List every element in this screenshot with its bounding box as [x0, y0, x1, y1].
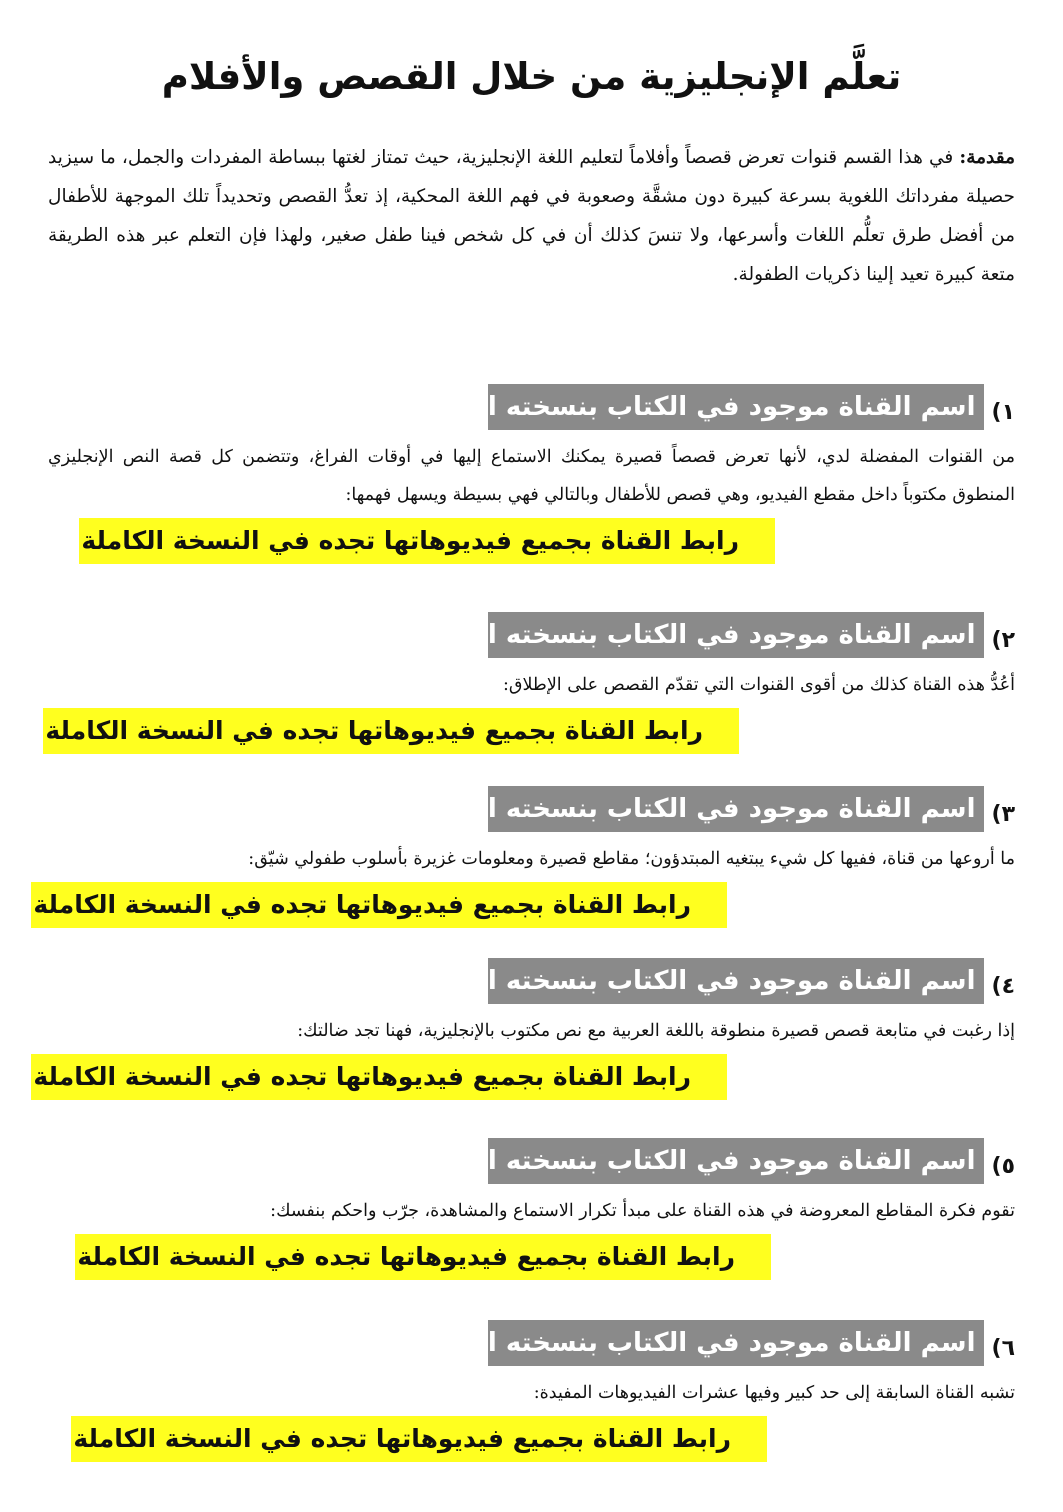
channel-section-2 [45, 610, 1015, 754]
channel-description: تشبه القناة السابقة إلى حد كبير وفيها عشرات الفيديوهات المفيدة: [533, 1383, 1015, 1403]
intro-text: في هذا القسم قنوات تعرض قصصاً وأفلاماً لتعليم اللغة الإنجليزية، حيث تمتاز لغتها ببساطة المفردات والجمل، ما سيزيد حصيلة مفرداتك اللغوية بسرعة كبيرة دون مشقَّة وصعوبة في فهم اللغة المحكية، إذ تعدُّ القصص وتحديداً تلك الموجهة للأطفال من أفضل طرق تعلُّم اللغات وأسرعها، ولا تنسَ كذلك أن في كل شخص فينا طفل صغير، ولهذا فإن التعلم عبر هذه الطريقة متعة كبيرة تعيد إلينا ذكريات الطفولة. [48, 147, 1015, 285]
channel-heading [48, 956, 1015, 1006]
channel-heading [48, 610, 1015, 660]
channel-name: اسم القناة موجود في الكتاب بنسخته الكاملة [488, 786, 984, 832]
channel-link[interactable]: رابط القناة بجميع فيديوهاتها تجده في النسخة الكاملة [31, 1054, 727, 1100]
intro-paragraph [48, 138, 1015, 294]
channel-link[interactable]: رابط القناة بجميع فيديوهاتها تجده في النسخة الكاملة [79, 518, 775, 564]
channel-link[interactable]: رابط القناة بجميع فيديوهاتها تجده في النسخة الكاملة [71, 1416, 767, 1462]
channel-name: اسم القناة موجود في الكتاب بنسخته الكاملة [488, 958, 984, 1004]
channel-heading [48, 1136, 1015, 1186]
channel-name: اسم القناة موجود في الكتاب بنسخته الكاملة [488, 612, 984, 658]
channel-name: اسم القناة موجود في الكتاب بنسخته الكاملة [488, 384, 984, 430]
channel-name: اسم القناة موجود في الكتاب بنسخته الكاملة [488, 1320, 984, 1366]
channel-number: ٦) [991, 1335, 1015, 1361]
channel-description: من القنوات المفضلة لدي، لأنها تعرض قصصاً قصيرة يمكنك الاستماع إليها في أوقات الفراغ، وتتضمن كل قصة النص الإنجليزي المنطوق مكتوباً داخل مقطع الفيديو، وهي قصص للأطفال وبالتالي فهي بسيطة ويسهل فهمها: [48, 447, 1015, 505]
channel-heading [48, 382, 1015, 432]
channel-description: ما أروعها من قناة، ففيها كل شيء يبتغيه المبتدؤون؛ مقاطع قصيرة ومعلومات غزيرة بأسلوب طفولي شيّق: [248, 849, 1015, 869]
channel-section-6 [48, 1318, 1015, 1462]
channel-link[interactable]: رابط القناة بجميع فيديوهاتها تجده في النسخة الكاملة [43, 708, 739, 754]
channel-number: ٣) [991, 801, 1015, 827]
page-title: تعلَّم الإنجليزية من خلال القصص والأفلام [161, 54, 902, 98]
channel-link[interactable]: رابط القناة بجميع فيديوهاتها تجده في النسخة الكاملة [75, 1234, 771, 1280]
intro-lead: مقدمة: [959, 147, 1015, 168]
channel-heading [48, 784, 1015, 834]
channel-number: ٢) [991, 627, 1015, 653]
channel-section-4 [33, 956, 1015, 1100]
channel-heading [48, 1318, 1015, 1368]
channel-section-5 [48, 1136, 1015, 1280]
channel-number: ١) [991, 399, 1015, 425]
channel-section-3 [33, 784, 1015, 928]
channel-description: تقوم فكرة المقاطع المعروضة في هذه القناة على مبدأ تكرار الاستماع والمشاهدة، جرّب واحكم بنفسك: [270, 1201, 1015, 1221]
channel-section-1 [48, 382, 1015, 564]
channel-number: ٥) [991, 1153, 1015, 1179]
channel-description: أعُدُّ هذه القناة كذلك من أقوى القنوات التي تقدّم القصص على الإطلاق: [502, 675, 1015, 695]
channel-number: ٤) [991, 973, 1015, 999]
channel-name: اسم القناة موجود في الكتاب بنسخته الكاملة [488, 1138, 984, 1184]
channel-link[interactable]: رابط القناة بجميع فيديوهاتها تجده في النسخة الكاملة [31, 882, 727, 928]
channel-description: إذا رغبت في متابعة قصص قصيرة منطوقة باللغة العربية مع نص مكتوب بالإنجليزية، فهنا تجد ضالتك: [297, 1021, 1015, 1041]
